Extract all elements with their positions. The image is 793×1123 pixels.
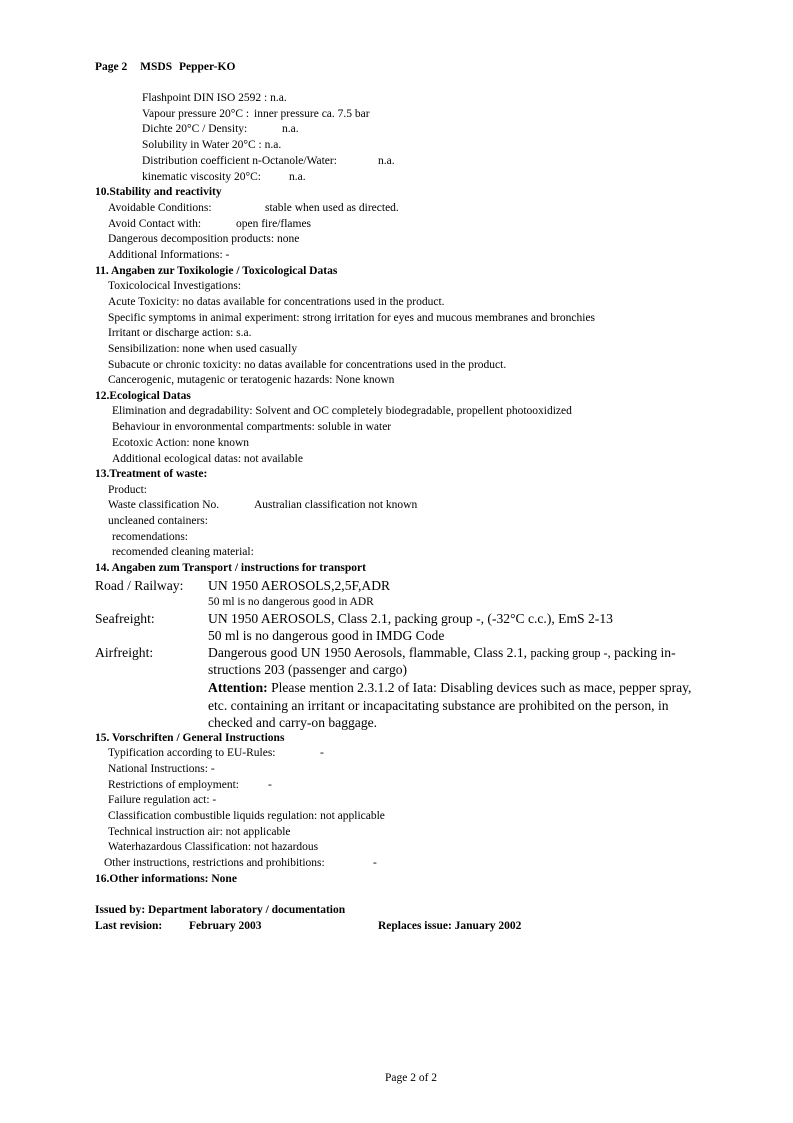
- section-15-heading: 15. Vorschriften / General Instructions: [95, 732, 285, 744]
- section-13-heading: 13.Treatment of waste:: [95, 468, 208, 480]
- other-instructions-value: -: [373, 857, 377, 869]
- eco-line-3: Ecotoxic Action: none known: [112, 437, 250, 449]
- additional-info-line: Additional Informations: -: [108, 249, 230, 261]
- viscosity-value: n.a.: [289, 171, 306, 183]
- restrictions-label: Restrictions of employment:: [108, 779, 239, 791]
- avoidable-conditions-value: stable when used as directed.: [265, 202, 399, 214]
- header-page-label: Page 2: [95, 61, 128, 73]
- road-railway-label: Road / Railway:: [95, 578, 184, 593]
- air-line-1b: packing group -,: [530, 646, 611, 660]
- waste-line-4: recomendations:: [112, 531, 189, 543]
- eco-line-2: Behaviour in envoronmental compartments: soluble in water: [112, 421, 392, 433]
- restrictions-value: -: [268, 779, 272, 791]
- density-label: Dichte 20°C / Density:: [142, 123, 248, 135]
- revision-line: [95, 919, 522, 934]
- section-11-heading: 11. Angaben zur Toxikologie / Toxicological Datas: [95, 265, 338, 277]
- tox-line-4: Irritant or discharge action: s.a.: [108, 327, 252, 339]
- header-doc-label: MSDS: [140, 61, 173, 73]
- solubility-line: Solubility in Water 20°C : n.a.: [142, 139, 282, 151]
- sea-line-2: 50 ml is no dangerous good in IMDG Code: [208, 628, 445, 643]
- viscosity-line: [142, 170, 306, 185]
- revision-label: Last revision:: [95, 920, 163, 932]
- replaces-issue: Replaces issue: January 2002: [378, 920, 522, 932]
- typification-label: Typification according to EU-Rules:: [108, 747, 276, 759]
- rules-line-6: Technical instruction air: not applicable: [108, 826, 291, 838]
- vapour-pressure-line: [142, 107, 370, 122]
- tox-line-2: Acute Toxicity: no datas available for concentrations used in the product.: [108, 296, 445, 308]
- road-line-1: UN 1950 AEROSOLS,2,5F,ADR: [208, 578, 391, 593]
- typification-value: -: [320, 747, 324, 759]
- header-product: Pepper-KO: [178, 61, 236, 73]
- road-line-2: 50 ml is no dangerous good in ADR: [208, 596, 374, 608]
- tox-line-5: Sensibilization: none when used casually: [108, 343, 298, 355]
- section-10-heading: 10.Stability and reactivity: [95, 186, 222, 198]
- density-value: n.a.: [282, 123, 299, 135]
- attention-text-1: Please mention 2.3.1.2 of Iata: Disabling devices such as mace, pepper spray,: [271, 680, 692, 695]
- tox-line-3: Specific symptoms in animal experiment: strong irritation for eyes and mucous membranes and bronchies: [108, 312, 596, 324]
- waste-classification-value: Australian classification not known: [254, 499, 418, 511]
- distribution-line: [142, 154, 395, 169]
- waste-line-2: [108, 498, 418, 513]
- viscosity-label: kinematic viscosity 20°C:: [142, 171, 261, 183]
- air-line-2: structions 203 (passenger and cargo): [208, 662, 408, 677]
- issued-by: Issued by: Department laboratory / documentation: [95, 904, 346, 916]
- avoid-contact-value: open fire/flames: [236, 218, 312, 230]
- air-line-1: [208, 644, 676, 662]
- tox-line-1: Toxicolocical Investigations:: [108, 280, 242, 292]
- page-header: [95, 60, 235, 75]
- waste-line-5: recomended cleaning material:: [112, 546, 254, 558]
- attention-line-3: checked and carry-on baggage.: [208, 715, 378, 730]
- distribution-label: Distribution coefficient n-Octanole/Water:: [142, 155, 337, 167]
- page-number: Page 2 of 2: [385, 1072, 438, 1084]
- decomposition-line: Dangerous decomposition products: none: [108, 233, 300, 245]
- other-instructions-label: Other instructions, restrictions and prohibitions:: [104, 857, 325, 869]
- avoid-contact-label: Avoid Contact with:: [108, 218, 202, 230]
- attention-label: Attention:: [208, 680, 268, 695]
- attention-line-2: etc. containing an irritant or incapacitating substance are prohibited on the person, in: [208, 698, 669, 713]
- vapour-pressure-label: Vapour pressure 20°C :: [142, 108, 250, 120]
- section-16-heading: 16.Other informations: None: [95, 873, 237, 885]
- tox-line-7: Cancerogenic, mutagenic or teratogenic hazards: None known: [108, 374, 395, 386]
- seafreight-label: Seafreight:: [95, 611, 155, 626]
- waste-classification-label: Waste classification No.: [108, 499, 220, 511]
- rules-line-7: Waterhazardous Classification: not hazardous: [108, 841, 319, 853]
- air-line-1a: Dangerous good UN 1950 Aerosols, flammable, Class 2.1,: [208, 645, 528, 660]
- tox-line-6: Subacute or chronic toxicity: no datas available for concentrations used in the product.: [108, 359, 507, 371]
- airfreight-label: Airfreight:: [95, 645, 154, 660]
- attention-line-1: [208, 679, 691, 696]
- rules-line-4: Failure regulation act: -: [108, 794, 217, 806]
- waste-line-3: uncleaned containers:: [108, 515, 208, 527]
- waste-line-1: Product:: [108, 484, 147, 496]
- eco-line-1: Elimination and degradability: Solvent and OC completely biodegradable, propellent photooxidized: [112, 405, 572, 417]
- density-line: [142, 122, 299, 137]
- rules-line-3: [108, 778, 272, 793]
- revision-value: February 2003: [189, 920, 262, 932]
- eco-line-4: Additional ecological datas: not available: [112, 453, 303, 465]
- avoidable-conditions-label: Avoidable Conditions:: [108, 202, 212, 214]
- section-12-heading: 12.Ecological Datas: [95, 390, 191, 402]
- sea-line-1: UN 1950 AEROSOLS, Class 2.1, packing group -, (-32°C c.c.), EmS 2-13: [208, 611, 613, 626]
- rules-line-2: National Instructions: -: [108, 763, 215, 775]
- air-line-1c: packing in-: [614, 645, 676, 660]
- avoidable-conditions-line: [108, 201, 399, 216]
- rules-line-1: [108, 746, 324, 761]
- distribution-value: n.a.: [378, 155, 395, 167]
- avoid-contact-line: [108, 217, 312, 232]
- vapour-pressure-value: inner pressure ca. 7.5 bar: [254, 108, 370, 120]
- rules-line-5: Classification combustible liquids regulation: not applicable: [108, 810, 385, 822]
- flashpoint-line: Flashpoint DIN ISO 2592 : n.a.: [142, 92, 287, 104]
- section-14-heading: 14. Angaben zum Transport / instructions for transport: [95, 562, 366, 574]
- rules-line-8: [104, 856, 377, 871]
